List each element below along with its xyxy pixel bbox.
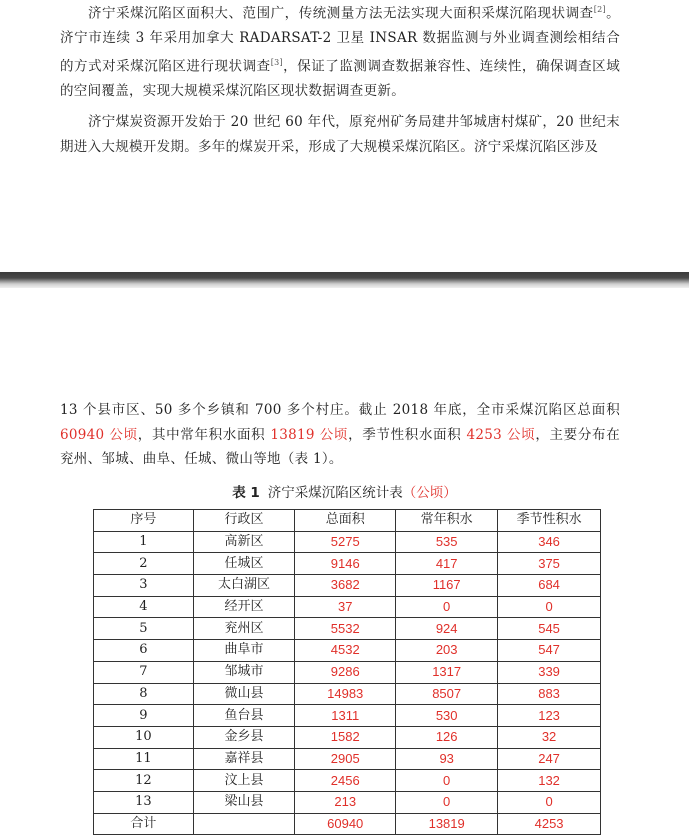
cell-seasonal-water: 0 [498, 791, 601, 813]
cell-index: 8 [94, 683, 194, 705]
cell-index: 9 [94, 705, 194, 727]
cell-perennial-water: 0 [396, 596, 498, 618]
cell-perennial-water: 126 [396, 726, 498, 748]
para1-text3: ，保证了监测调查数据兼容性、连续性，确保调查区域的空间覆盖，实现大规模采煤沉陷区现状数据调查更新。 [60, 58, 621, 99]
cell-seasonal-water: 684 [498, 575, 601, 597]
cell-district: 曲阜市 [193, 640, 295, 662]
cell-district: 太白湖区 [193, 575, 295, 597]
para3-text-a: 13 个县市区、50 多个乡镇和 700 多个村庄。截止 2018 年底，全市采煤沉陷区总面积 [60, 402, 620, 418]
table-row [94, 531, 601, 553]
table-caption [0, 481, 689, 501]
cell-seasonal-water: 346 [498, 531, 601, 553]
cell-seasonal-water: 4253 [498, 813, 601, 835]
cell-seasonal-water: 545 [498, 618, 601, 640]
cell-index: 11 [94, 748, 194, 770]
paragraph-2: 济宁煤炭资源开发始于 20 世纪 60 年代，原兖州矿务局建井邹城唐村煤矿，20 世纪末期进入大规模开发期。多年的煤炭开采，形成了大规模采煤沉陷区。济宁采煤沉陷区涉及 [60, 114, 620, 155]
cell-index: 10 [94, 726, 194, 748]
page-2 [0, 288, 689, 831]
header-total-area: 总面积 [295, 510, 396, 532]
table-header-row [94, 510, 601, 532]
table-total-row [94, 813, 601, 835]
cell-perennial-water: 535 [396, 531, 498, 553]
cell-district: 高新区 [193, 531, 295, 553]
cell-total-area: 1582 [295, 726, 396, 748]
table-row [94, 791, 601, 813]
cell-perennial-water: 1317 [396, 661, 498, 683]
cell-total-area: 60940 [295, 813, 396, 835]
table-body [94, 531, 601, 835]
cell-index: 13 [94, 791, 194, 813]
cell-total-area: 1311 [295, 705, 396, 727]
page-1 [0, 0, 689, 272]
table-row [94, 683, 601, 705]
cell-district: 任城区 [193, 553, 295, 575]
para3-text-c: ，季节性积水面积 [348, 426, 467, 443]
cell-perennial-water: 13819 [396, 813, 498, 835]
cell-perennial-water: 8507 [396, 683, 498, 705]
cell-total-area: 14983 [295, 683, 396, 705]
table-row [94, 596, 601, 618]
cell-seasonal-water: 547 [498, 640, 601, 662]
table-row [94, 726, 601, 748]
paragraph-1 [60, 0, 620, 103]
subsidence-statistics-table [93, 509, 601, 835]
cell-seasonal-water: 883 [498, 683, 601, 705]
header-seasonal-water: 季节性积水 [498, 510, 601, 532]
cell-index: 12 [94, 770, 194, 792]
cell-index: 4 [94, 596, 194, 618]
paragraph-3 [60, 398, 620, 472]
cell-index: 7 [94, 661, 194, 683]
citation-2[interactable]: [2] [593, 5, 606, 14]
header-index: 序号 [94, 510, 194, 532]
cell-seasonal-water: 339 [498, 661, 601, 683]
header-district: 行政区 [193, 510, 295, 532]
cell-index: 2 [94, 553, 194, 575]
cell-perennial-water: 417 [396, 553, 498, 575]
cell-total-area: 9146 [295, 553, 396, 575]
cell-district: 汶上县 [193, 770, 295, 792]
para3-text-b: ，其中常年积水面积 [137, 426, 271, 443]
table-row [94, 748, 601, 770]
cell-total-area: 9286 [295, 661, 396, 683]
cell-district: 微山县 [193, 683, 295, 705]
table-unit: （公顷） [402, 485, 457, 501]
cell-total-area: 213 [295, 791, 396, 813]
cell-district: 梁山县 [193, 791, 295, 813]
table-row [94, 575, 601, 597]
perennial-water-value: 13819 公顷 [270, 426, 349, 443]
table-row [94, 705, 601, 727]
cell-seasonal-water: 32 [498, 726, 601, 748]
cell-seasonal-water: 132 [498, 770, 601, 792]
cell-index: 3 [94, 575, 194, 597]
table-row [94, 661, 601, 683]
table-row [94, 618, 601, 640]
table-title: 济宁采煤沉陷区统计表 [267, 485, 403, 501]
cell-district: 金乡县 [193, 726, 295, 748]
cell-index: 6 [94, 640, 194, 662]
citation-3[interactable]: [3] [270, 57, 283, 67]
cell-total-area: 5275 [295, 531, 396, 553]
cell-total-area: 3682 [295, 575, 396, 597]
cell-district: 鱼台县 [193, 705, 295, 727]
cell-total-area: 4532 [295, 640, 396, 662]
cell-seasonal-water: 0 [498, 596, 601, 618]
cell-seasonal-water: 247 [498, 748, 601, 770]
cell-index: 1 [94, 531, 194, 553]
para1-text: 济宁采煤沉陷区面积大、范围广，传统测量方法无法实现大面积采煤沉陷现状调查 [88, 5, 594, 22]
table-row [94, 553, 601, 575]
cell-district: 经开区 [193, 596, 295, 618]
total-area-value: 60940 公顷 [60, 426, 138, 443]
cell-total-area: 2905 [295, 748, 396, 770]
cell-district: 嘉祥县 [193, 748, 295, 770]
cell-district: 兖州区 [193, 618, 295, 640]
page-separator [0, 272, 689, 288]
cell-district [193, 813, 295, 835]
para1-text2: 。济宁市连续 3 年采用加拿大 RADARSAT-2 卫星 INSAR 数据监测与外业调查测绘相结合的方式对采煤沉陷区进行现状调查 [60, 5, 620, 74]
cell-index: 合计 [94, 813, 194, 835]
cell-perennial-water: 0 [396, 770, 498, 792]
para3-text-d: ，主要分布在兖州、邹城、曲阜、任城、微山等地（表 1）。 [60, 426, 621, 467]
table-label: 表 1 [232, 485, 260, 501]
cell-seasonal-water: 123 [498, 705, 601, 727]
seasonal-water-value: 4253 公顷 [466, 426, 536, 443]
cell-perennial-water: 203 [396, 640, 498, 662]
table-row [94, 640, 601, 662]
cell-index: 5 [94, 618, 194, 640]
cell-total-area: 37 [295, 596, 396, 618]
header-perennial-water: 常年积水 [396, 510, 498, 532]
cell-perennial-water: 530 [396, 705, 498, 727]
cell-district: 邹城市 [193, 661, 295, 683]
cell-perennial-water: 0 [396, 791, 498, 813]
cell-perennial-water: 93 [396, 748, 498, 770]
cell-total-area: 5532 [295, 618, 396, 640]
table-row [94, 770, 601, 792]
cell-perennial-water: 1167 [396, 575, 498, 597]
cell-perennial-water: 924 [396, 618, 498, 640]
cell-seasonal-water: 375 [498, 553, 601, 575]
cell-total-area: 2456 [295, 770, 396, 792]
